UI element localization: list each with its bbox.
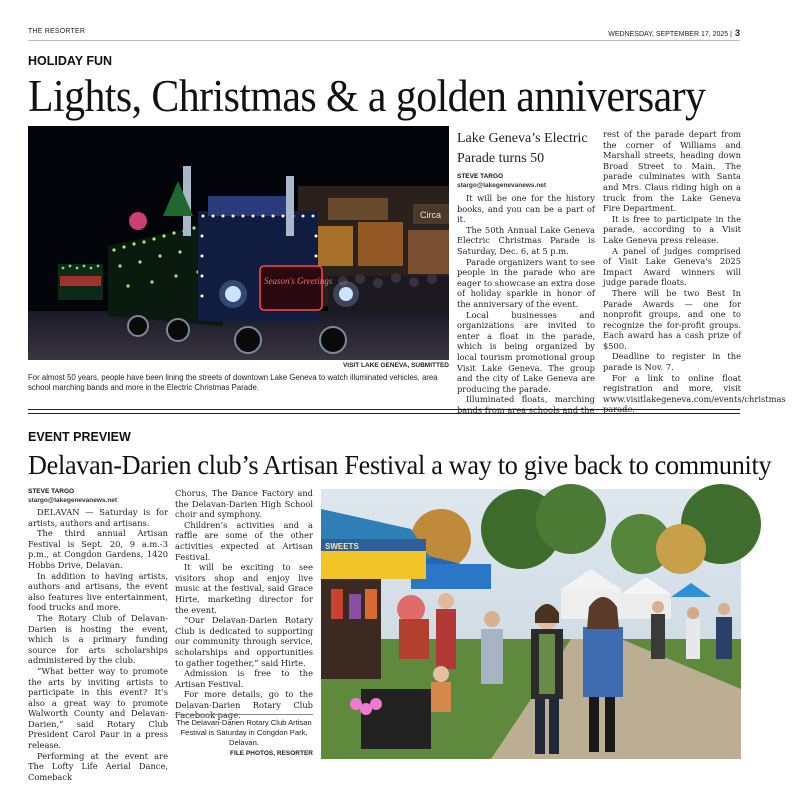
section-divider-top: [28, 409, 740, 410]
story1-column-1: [457, 193, 595, 405]
story1-paragraph: It is free to participate in the parade, according to a Visit Lake Geneva press release.: [603, 213, 741, 245]
page-number: 3: [734, 28, 740, 38]
story1-deck: Lake Geneva’s Electric Parade turns 50: [457, 131, 588, 166]
story1-paragraph: A panel of judges comprised of Visit Lake Geneva’s 2025 Impact Award winners will judge parade floats.: [603, 245, 741, 288]
story1-paragraph: Parade organizers want to see people in the parade who are eager to showcase an extra dose of holiday sparkle in honor of the anniversary of the event.: [457, 256, 595, 309]
story1-headline: Lights, Christmas & a golden anniversary: [28, 71, 706, 121]
festival-photo: [321, 489, 741, 759]
tent-sign: SWEETS: [325, 542, 359, 551]
story1-paragraph: There will be two Best In Parade Awards — one for nonprofit groups, and one to recognize the for-profit groups. Each award has a cash prize of $500.: [603, 287, 741, 351]
story1-paragraph: For a link to online float registration and more, visit www.visitlakegeneva.com/events/christmas: [603, 372, 786, 404]
story1-email: stargo@lakegenevanews.net: [457, 182, 547, 189]
parade-photo-credit: VISIT LAKE GENEVA, SUBMITTED: [342, 362, 449, 369]
story2-paragraph: In addition to having artists, authors and artisans, the event also features live entertainment, food trucks and more.: [28, 570, 168, 613]
story2-byline: STEVE TARGO: [28, 488, 75, 495]
story2-headline: Delavan-Darien club’s Artisan Festival a way to give back to community: [28, 450, 772, 480]
parade-photo-caption: For almost 50 years, people have been lining the streets of downtown Lake Geneva to watch illuminated vehicles, area school marching bands and more in the Electric Christmas Parade.: [28, 373, 438, 392]
story1-kicker: HOLIDAY FUN: [28, 54, 113, 68]
masthead-separator: |: [730, 31, 732, 38]
story2-kicker: EVENT PREVIEW: [28, 430, 131, 444]
story1-paragraph: The 50th Annual Lake Geneva Electric Christmas Parade is Saturday, Dec. 6, at 5 p.m.: [457, 224, 595, 256]
truck-sign-text: Season's Greetings: [264, 276, 333, 286]
festival-photo-credit: FILE PHOTOS, RESORTER: [230, 750, 313, 757]
masthead-rule: [28, 40, 740, 41]
section-divider-bottom: [28, 413, 740, 414]
story1-byline: STEVE TARGO: [457, 173, 504, 180]
issue-date-and-page: [608, 28, 740, 38]
story1-paragraph: Deadline to register in the parade is Nov. 7.: [603, 351, 741, 373]
parade-photo: [28, 126, 449, 360]
story2-paragraph: DELAVAN — Saturday is for artists, authors and artisans.: [28, 507, 168, 528]
story2-paragraph: Performing at the event are The Lofty Life Aerial Dance, Comeback: [28, 750, 168, 782]
issue-date: WEDNESDAY, SEPTEMBER 17, 2025: [608, 31, 729, 38]
story2-paragraph-continued: Chorus, The Dance Factory and the Delavan-Darien High School choir and symphony.: [175, 488, 313, 520]
story1-paragraph-continued: rest of the parade depart from the corner of Williams and Marshall streets, heading down Broad Street to Main. The parade culminates with Santa and Mrs. Claus riding high on a truck from the Lake Geneva Fire Department.: [603, 129, 741, 214]
story2-paragraph: The third annual Artisan Festival is Sept. 20, 9 a.m.-3 p.m., at Congdon Gardens, 1420 Hobbs Drive, Delavan.: [28, 528, 168, 570]
story1-column-2: [603, 129, 786, 404]
story2-email: stargo@lakegenevanews.net: [28, 497, 118, 504]
story1-paragraph: Illuminated floats, marching: [466, 394, 595, 405]
story2-paragraph: For more details, go to the Delavan-Darien Rotary Club Facebook page.: [175, 689, 313, 721]
storefront-sign: Circa: [420, 210, 442, 220]
story1-paragraph: It will be one for the history books, and you can be a part of it.: [457, 193, 595, 225]
festival-photo-caption: The Delavan-Darien Rotary Club Artisan Festival is Saturday in Congdon Park, Delavan.: [175, 714, 313, 748]
story2-paragraph: Children’s activities and a raffle are some of the other activities expected at Artisan Festival.: [175, 519, 313, 562]
publication-name: THE RESORTER: [28, 28, 86, 35]
story1-paragraph: Local businesses and organizations are invited to enter a float in the parade, which is being organized by local tourism promotional group Visit Lake Geneva. The group and the city of Lake Geneva are producing the parade.: [457, 309, 595, 394]
story2-paragraph: The Rotary Club of Delavan-Darien is hosting the event, which is a primary funding source for arts scholarships administered by the club.: [28, 612, 168, 666]
story2-paragraph: “What better way to promote the arts by inviting artists to participate in this event? It’s also a great way to promote Walworth County and Delavan-Darien,” said Rotary Club President Carol Paur in a press release.: [28, 665, 168, 751]
story2-paragraph: “Our Delavan-Darien Rotary Club is dedicated to supporting our community through service, scholarships and opportunities to gather together,” said Hirte.: [175, 615, 313, 668]
story2-column-2: [175, 488, 313, 721]
story2-paragraph: It will be exciting to see visitors shop and enjoy live music at the festival, said Grace Hirte, marketing director for the event.: [175, 562, 313, 615]
story2-column-1: [28, 507, 168, 782]
story2-paragraph: Admission is free to the Artisan Festival.: [175, 668, 313, 689]
